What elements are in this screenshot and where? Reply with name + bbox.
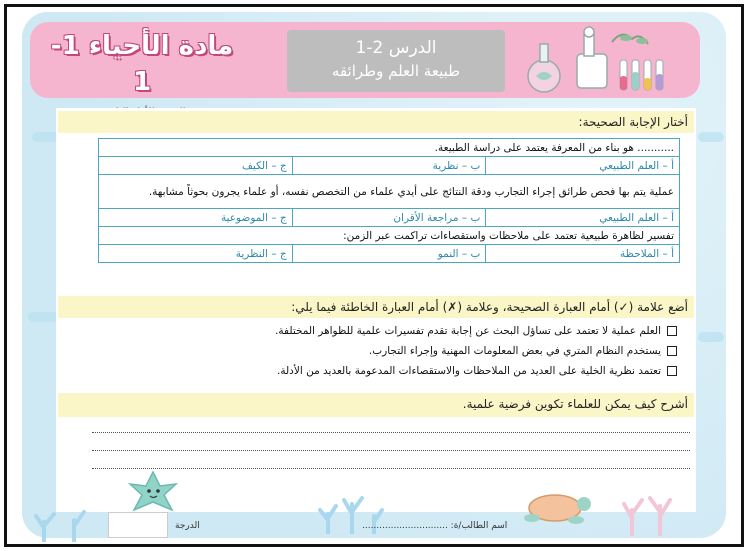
answer-option[interactable]: أ – الملاحظة: [486, 245, 680, 263]
answer-option[interactable]: ج – النظرية: [99, 245, 293, 263]
statement-text: يستخدم النظام المتري في بعض المعلومات المهنية وإجراء التجارب.: [368, 344, 661, 357]
answer-option[interactable]: ب – النمو: [292, 245, 486, 263]
wave-decoration: [698, 332, 724, 342]
answer-line[interactable]: [92, 432, 690, 433]
answer-checkbox[interactable]: [667, 326, 677, 336]
mcq-table: [98, 138, 680, 263]
subject-block: [42, 28, 242, 96]
true-false-list: [115, 322, 677, 382]
answer-option[interactable]: أ – العلم الطبيعي: [486, 157, 680, 175]
answer-option[interactable]: أ – العلم الطبيعي: [486, 209, 680, 227]
lesson-number: الدرس 2-1: [355, 38, 437, 58]
subject-title: مادة الأحياء 1-1: [50, 31, 234, 97]
answer-line[interactable]: [92, 450, 690, 451]
question-stem: تفسير لظاهرة طبيعية تعتمد على ملاحظات واستقصاءات تراكمت عبر الزمن:: [99, 227, 680, 245]
true-false-item: [115, 342, 677, 359]
statement-text: العلم عملية لا تعتمد على تساؤل البحث عن إجابة تقدم تفسيرات علمية للظواهر المختلفة.: [275, 324, 661, 337]
answer-line[interactable]: [92, 468, 690, 469]
score-box[interactable]: [108, 512, 168, 538]
answer-option[interactable]: ج – الكيف: [99, 157, 293, 175]
lab-equipment-icon: [522, 24, 672, 96]
true-false-item: [115, 322, 677, 339]
wave-decoration: [698, 132, 724, 142]
statement-text: تعتمد نظرية الخلية على العديد من الملاحظات والاستقصاءات المدعومة بالعديد من الأدلة.: [276, 364, 661, 377]
coral-icon: [30, 508, 100, 542]
lesson-box: [287, 30, 505, 92]
answer-checkbox[interactable]: [667, 366, 677, 376]
section2-instruction: أضع علامة (✓) أمام العبارة الصحيحة، وعلامة (✗) أمام العبارة الخاطئة فيما يلي:: [58, 296, 694, 318]
answer-checkbox[interactable]: [667, 346, 677, 356]
starfish-icon: [108, 470, 198, 514]
question-stem: عملية يتم بها فحص طرائق إجراء التجارب ودقة النتائج على أيدي علماء من التخصص نفسه، أو علماء يجرون بحوثاً مشابهة.: [99, 175, 680, 209]
student-name-field[interactable]: اسم الطالب/ة: ..............................: [362, 521, 508, 531]
true-false-item: [115, 362, 677, 379]
answer-option[interactable]: ب – مراجعة الأقران: [292, 209, 486, 227]
lesson-title: طبيعة العلم وطرائقه: [331, 62, 461, 80]
section3-instruction: أشرح كيف يمكن للعلماء تكوين فرضية علمية.: [58, 393, 694, 417]
answer-option[interactable]: ب – نظرية: [292, 157, 486, 175]
section1-instruction: أختار الإجابة الصحيحة:: [58, 111, 694, 133]
grade-label-footer: الدرجة: [175, 521, 200, 531]
coral-icon: [620, 492, 680, 536]
answer-option[interactable]: ج – الموضوعية: [99, 209, 293, 227]
question-stem: ........... هو بناء من المعرفة يعتمد على دراسة الطبيعة.: [99, 139, 680, 157]
turtle-icon: [510, 486, 600, 526]
